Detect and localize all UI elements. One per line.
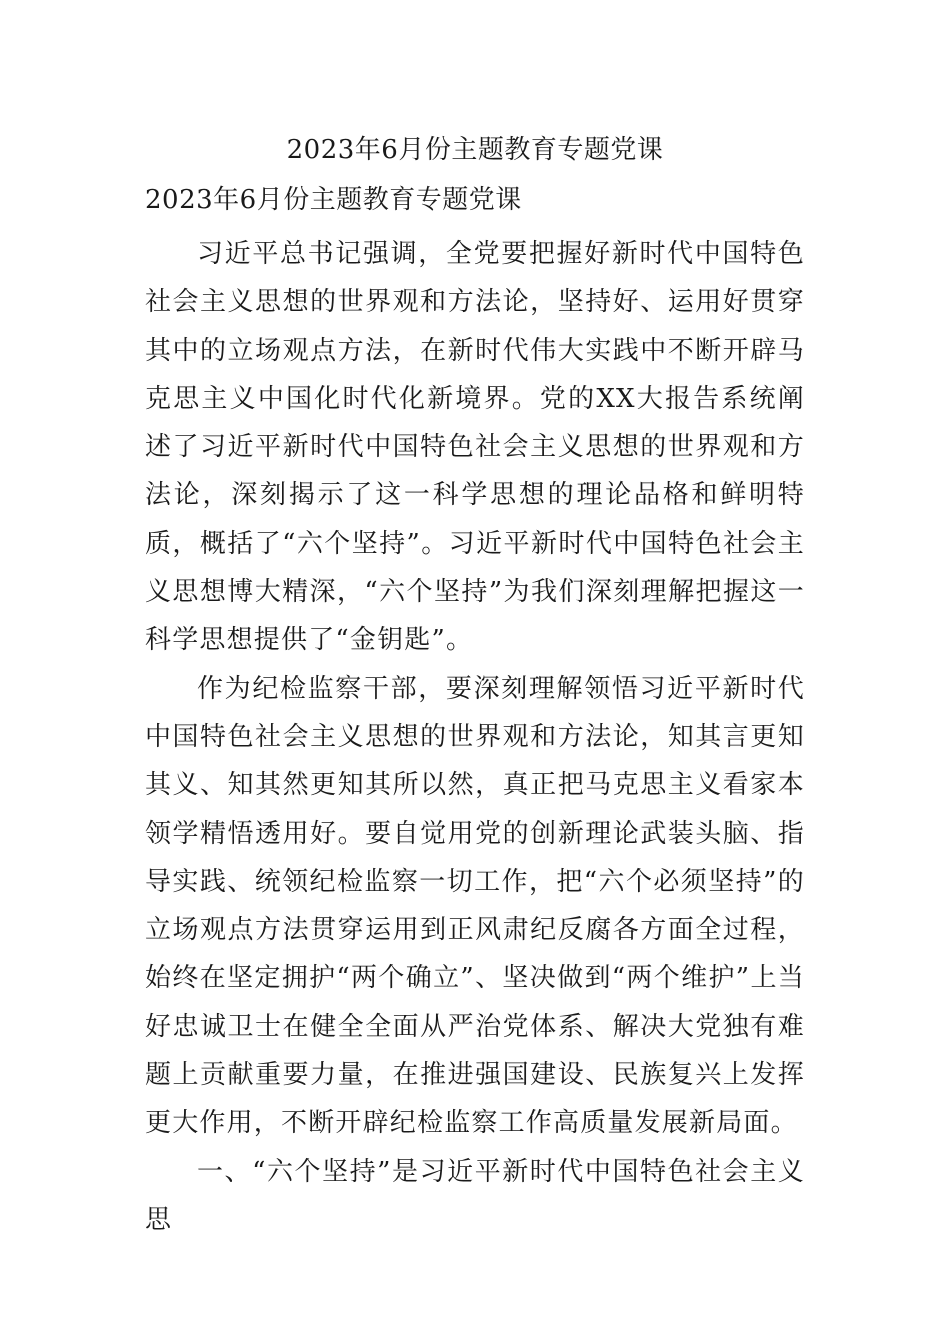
document-body xyxy=(145,230,805,1244)
document-subtitle: 2023年6月份主题教育专题党课 xyxy=(145,185,522,215)
paragraph-2: 作为纪检监察干部，要深刻理解领悟习近平新时代中国特色社会主义思想的世界观和方法论，知其言更知其义、知其然更知其所以然，真正把马克思主义看家本领学精悟透用好。要自觉用党的创新理论武装头脑、指导实践、统领纪检监察一切工作，把“六个必须坚持”的立场观点方法贯穿运用到正风肃纪反腐各方面全过程，始终在坚定拥护“两个确立”、坚决做到“两个维护”上当好忠诚卫士在健全全面从严治党体系、解决大党独有难题上贡献重要力量，在推进强国建设、民族复兴上发挥更大作用，不断开辟纪检监察工作高质量发展新局面。 xyxy=(145,673,805,1139)
document-title: 2023年6月份主题教育专题党课 xyxy=(286,135,664,165)
section-heading-1: 一、“六个坚持”是习近平新时代中国特色社会主义思 xyxy=(145,1156,805,1235)
paragraph-1: 习近平总书记强调，全党要把握好新时代中国特色社会主义思想的世界观和方法论，坚持好、运用好贯穿其中的立场观点方法，在新时代伟大实践中不断开辟马克思主义中国化时代化新境界。党的XX大报告系统阐述了习近平新时代中国特色社会主义思想的世界观和方法论，深刻揭示了这一科学思想的理论品格和鲜明特质，概括了“六个坚持”。习近平新时代中国特色社会主义思想博大精深，“六个坚持”为我们深刻理解把握这一科学思想提供了“金钥匙”。 xyxy=(145,239,805,656)
